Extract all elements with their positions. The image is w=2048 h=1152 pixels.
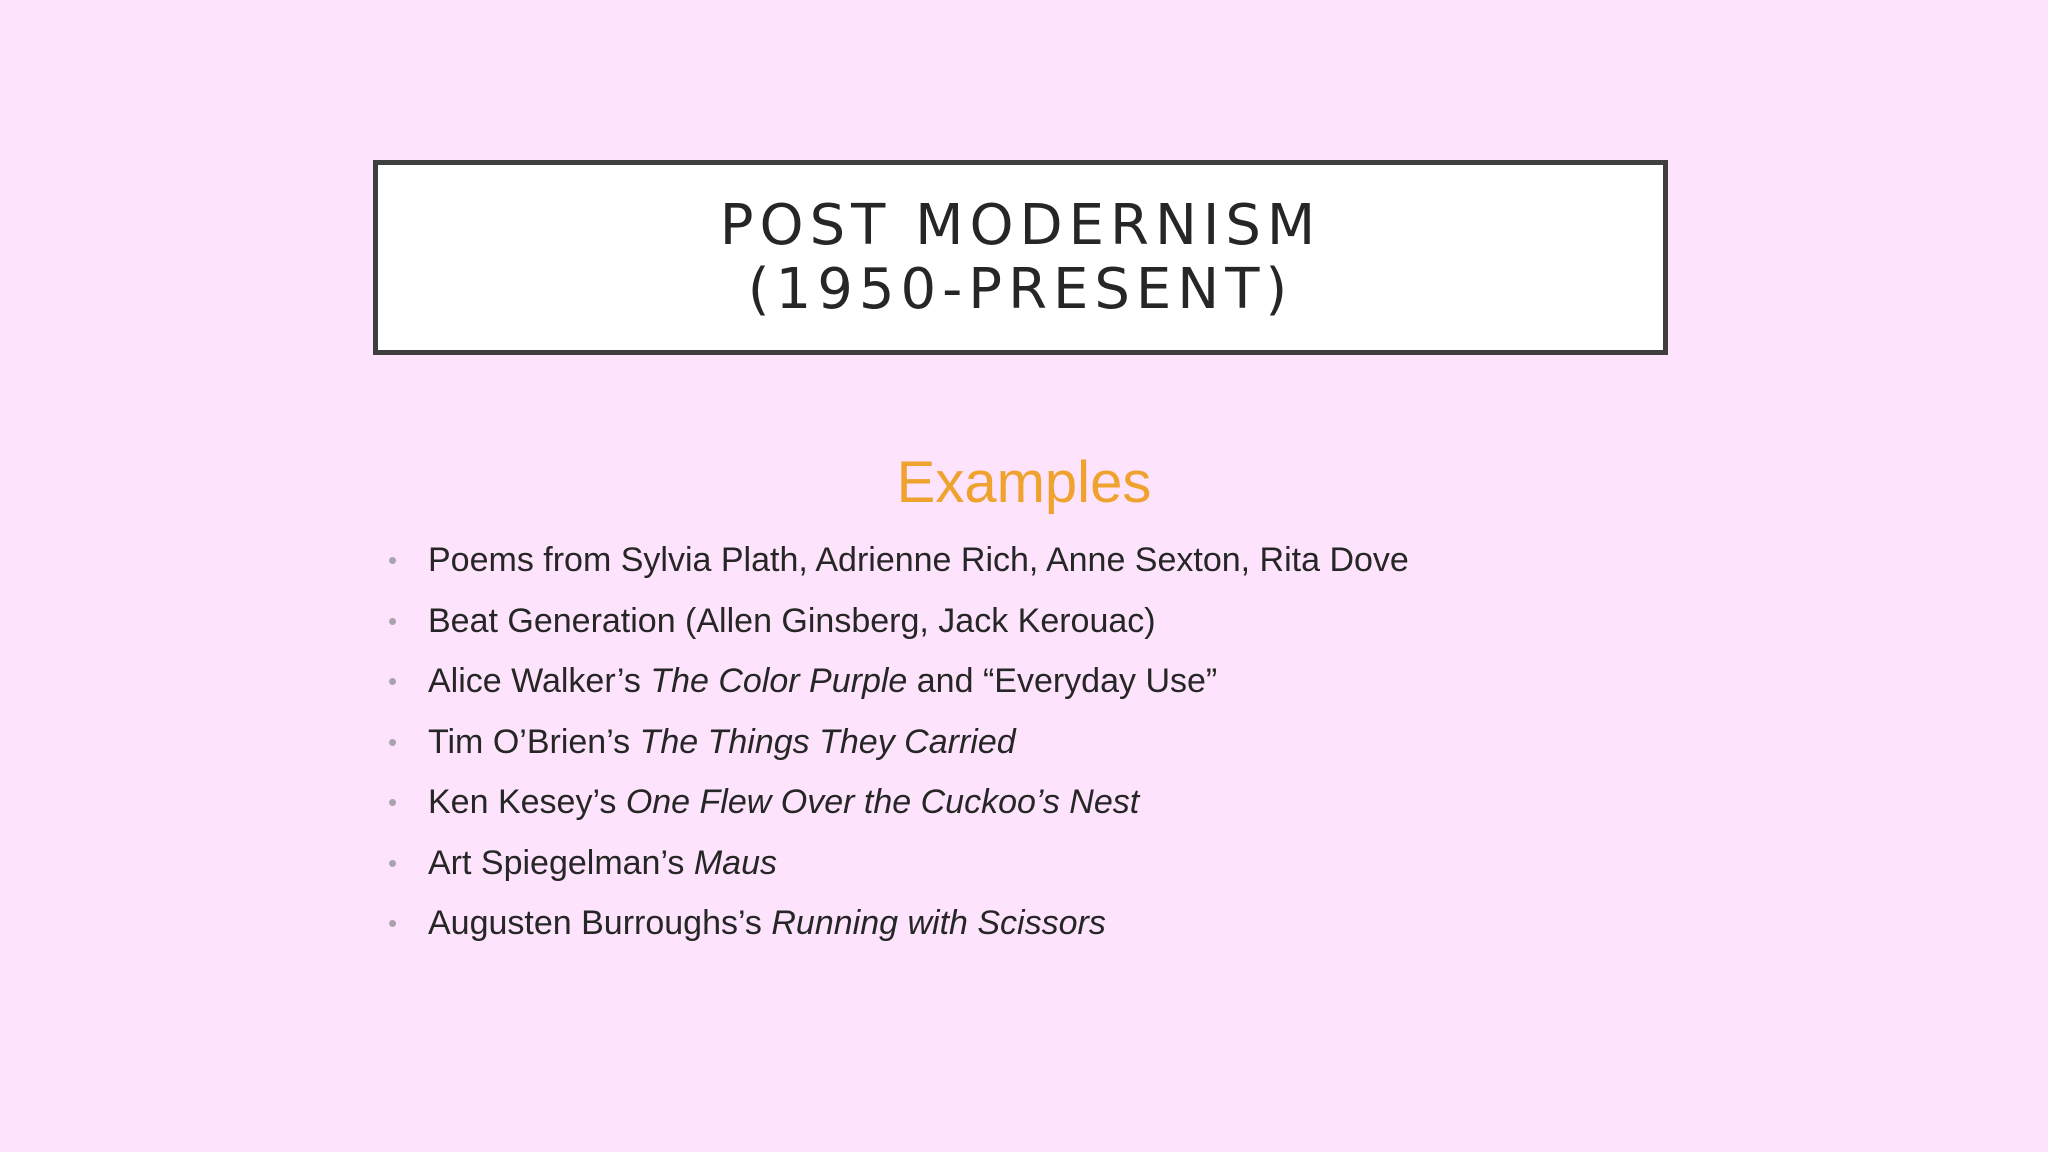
item-text: Tim O’Brien’s	[428, 722, 640, 761]
bullet-icon: •	[388, 666, 398, 696]
list-item	[388, 893, 1409, 954]
bullet-icon: •	[388, 726, 398, 757]
item-text: Ken Kesey’s	[428, 783, 626, 821]
bullet-icon: •	[388, 787, 398, 817]
item-text: Beat Generation (Allen Ginsberg, Jack Kerouac)	[428, 601, 1156, 640]
item-title: Maus	[693, 843, 777, 882]
bullet-icon: •	[388, 908, 398, 938]
list-item	[388, 591, 1409, 652]
bullet-icon: •	[388, 847, 398, 878]
bullet-icon: •	[388, 545, 398, 575]
list-item	[388, 833, 1409, 894]
item-title: The Color Purple	[650, 662, 908, 700]
list-item	[388, 530, 1409, 591]
slide-title-line-1: POST MODERNISM	[719, 192, 1322, 258]
bullet-icon: •	[388, 605, 398, 636]
item-title: One Flew Over the Cuckoo’s Nest	[625, 783, 1140, 821]
item-title: Running with Scissors	[771, 904, 1106, 942]
list-item	[388, 712, 1409, 773]
title-box	[373, 160, 1668, 355]
item-title: The Things They Carried	[639, 722, 1016, 761]
examples-list	[388, 530, 1409, 954]
list-item	[388, 651, 1409, 712]
examples-heading: Examples	[896, 450, 1152, 515]
item-text-after: and “Everyday Use”	[907, 662, 1218, 700]
item-text: Art Spiegelman’s	[428, 843, 694, 882]
list-item	[388, 772, 1409, 833]
item-text: Alice Walker’s	[428, 662, 651, 700]
slide-title-line-2: (1950-PRESENT)	[747, 256, 1294, 322]
item-text: Poems from Sylvia Plath, Adrienne Rich, Anne Sexton, Rita Dove	[428, 541, 1409, 579]
item-text: Augusten Burroughs’s	[428, 904, 772, 942]
